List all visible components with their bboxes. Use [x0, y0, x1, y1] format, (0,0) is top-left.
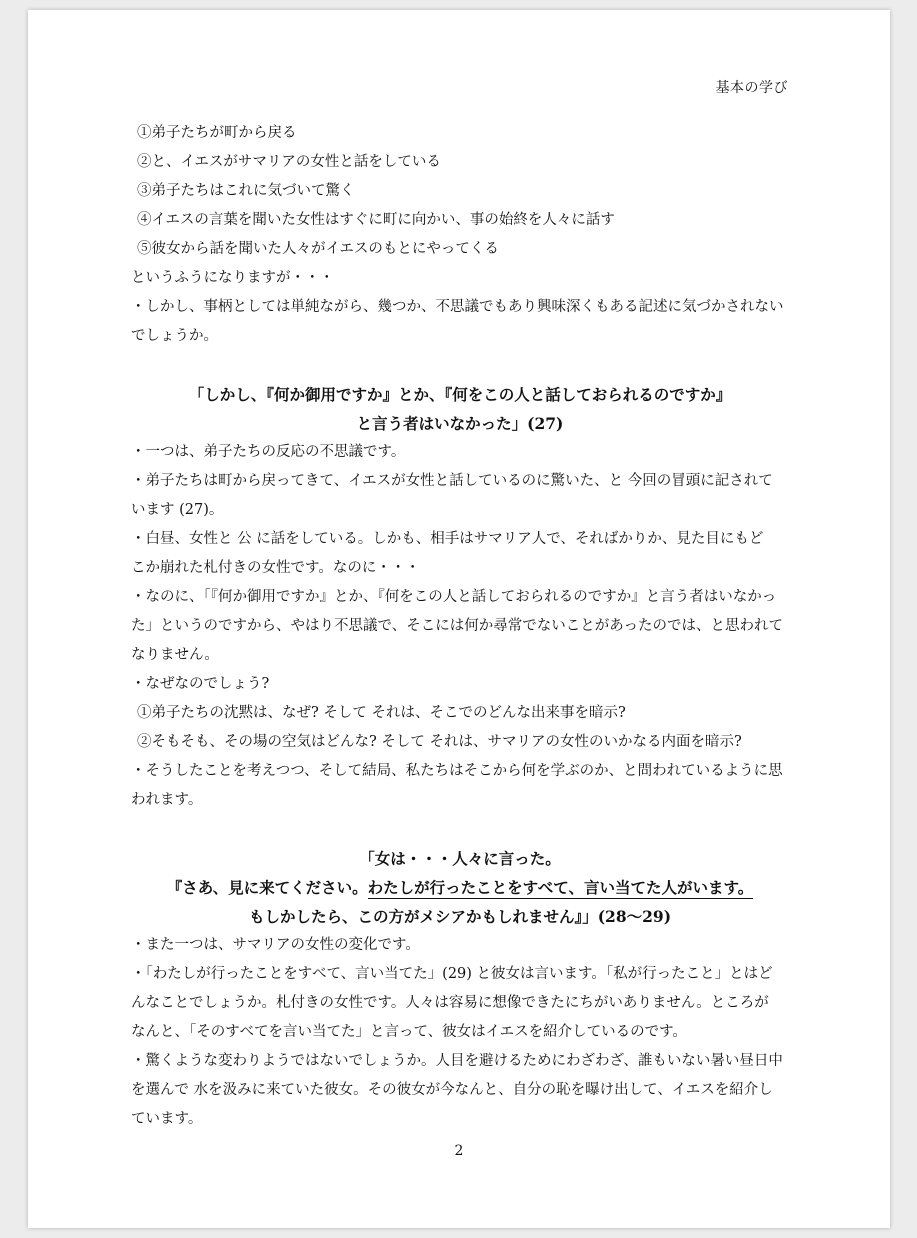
text-line: ・「わたしが行ったことをすべて、言い当てた」(29) と彼女は言います。「私が行ったこと」とはど [131, 966, 773, 982]
heading-line [131, 873, 789, 902]
heading-line: 「しかし、『何か御用ですか』とか、『何をこの人と話しておられるのですか』 [188, 385, 732, 404]
text-line: ・白昼、女性と 公 に話をしている。しかも、相手はサマリア人で、そればかりか、見た目にもど [131, 531, 764, 547]
text-line: われます。 [131, 792, 203, 808]
text-line: というふうになりますが・・・ [131, 270, 334, 286]
list-item: ④イエスの言葉を聞いた女性はすぐに町に向かい、事の始終を人々に話す [137, 212, 615, 228]
list-item: ③弟子たちはこれに気づいて驚く [137, 183, 355, 199]
text-line: ・なぜなのでしょう? [131, 676, 270, 692]
text-line: ています。 [131, 1111, 203, 1127]
text-line: んなことでしょうか。札付きの女性です。人々は容易に想像できたにちがいありません。ところが [131, 995, 769, 1011]
heading-line: 「女は・・・人々に言った。 [359, 849, 561, 868]
text-line: ・また一つは、サマリアの女性の変化です。 [131, 937, 420, 953]
underlined-segment: わたしが行ったことをすべて、言い当てた人がいます。 [367, 878, 754, 897]
text-line: ・弟子たちは町から戻ってきて、イエスが女性と話しているのに驚いた、と 今回の冒頭に記されて [131, 473, 773, 489]
paragraph-block-2 [131, 438, 789, 815]
heading-segment: 『さあ、見に来てください。 [166, 878, 368, 897]
text-line: を選んで 水を汲みに来ていた彼女。その彼女が今なんと、自分の恥を曝け出して、イエスを紹介し [131, 1082, 773, 1098]
scripture-heading-1 [131, 380, 789, 438]
list-item: ②そもそも、その場の空気はどんな? そして それは、サマリアの女性のいかなる内面を暗示? [137, 734, 742, 750]
list-item: ②と、イエスがサマリアの女性と話をしている [137, 154, 441, 170]
heading-line: もしかしたら、この方がメシアかもしれません』」(28〜29) [248, 907, 672, 926]
numbered-list [131, 119, 789, 264]
text-line: ・一つは、弟子たちの反応の不思議です。 [131, 444, 406, 460]
document-page [28, 10, 890, 1228]
scripture-heading-2 [131, 844, 789, 931]
heading-line: と言う者はいなかった」(27) [356, 414, 564, 433]
text-line: た」というのですから、やはり不思議で、そこには何か尋常でないことがあったのでは、と思われて [131, 618, 784, 634]
text-line: こか崩れた札付きの女性です。なのに・・・ [131, 560, 420, 576]
running-header: 基本の学び [715, 80, 788, 96]
text-line: ・なのに、「『何か御用ですか』とか、『何をこの人と話しておられるのですか』と言う者はいなかっ [131, 589, 777, 605]
text-line: ・そうしたことを考えつつ、そして結局、私たちはそこから何を学ぶのか、と問われているように思 [131, 763, 783, 779]
text-line: ・しかし、事柄としては単純ながら、幾つか、不思議でもあり興味深くもある記述に気づかされない [131, 299, 784, 315]
list-item: ①弟子たちの沈黙は、なぜ? そして それは、そこでのどんな出来事を暗示? [137, 705, 626, 721]
page-content [131, 119, 789, 1134]
text-line: ・驚くような変わりようではないでしょうか。人目を避けるためにわざわざ、誰もいない暑い昼日中 [131, 1053, 783, 1069]
text-line: なりません。 [131, 647, 219, 663]
page-number: 2 [454, 1143, 464, 1159]
text-line: なんと、「そのすべてを言い当てた」と言って、彼女はイエスを紹介しているのです。 [131, 1024, 687, 1040]
list-item: ⑤彼女から話を聞いた人々がイエスのもとにやってくる [137, 241, 499, 257]
list-item: ①弟子たちが町から戻る [137, 125, 297, 141]
text-line: います (27)。 [131, 502, 224, 518]
text-line: でしょうか。 [131, 328, 218, 344]
paragraph-block-3 [131, 931, 789, 1134]
